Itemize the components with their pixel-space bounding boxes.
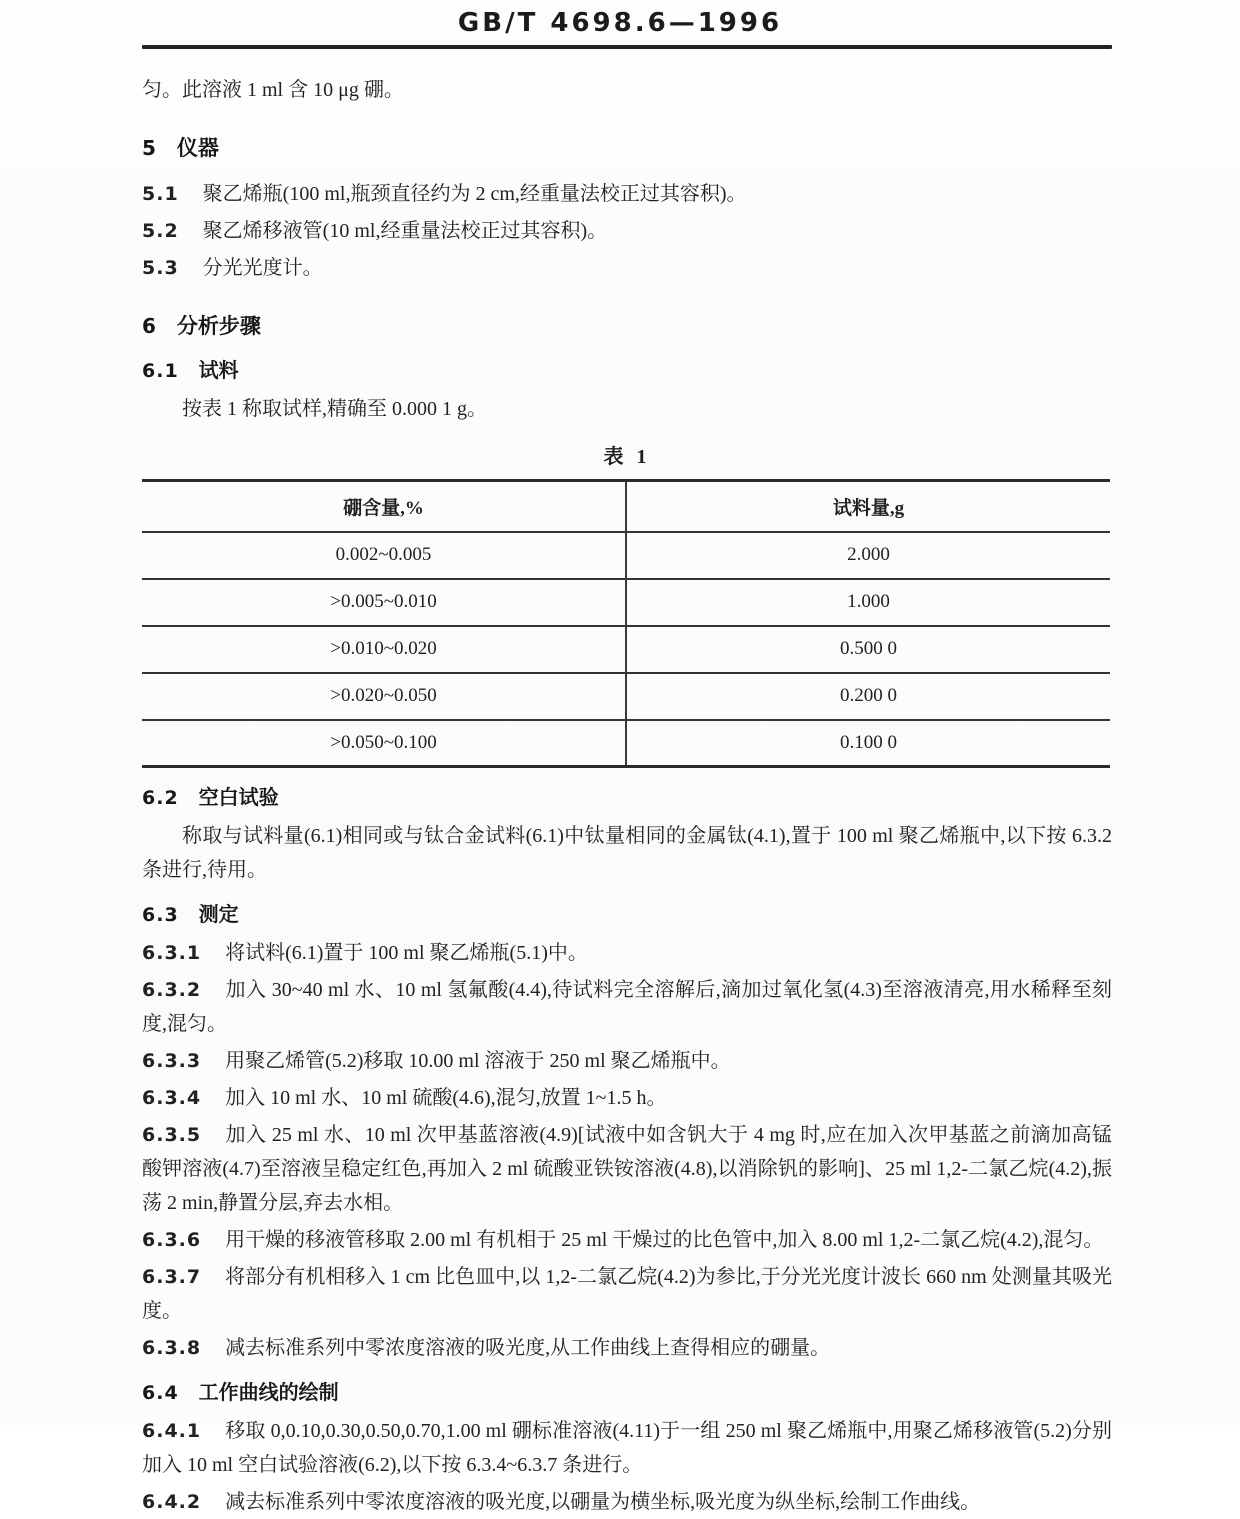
subsection-6-1-body: 按表 1 称取试样,精确至 0.000 1 g。 xyxy=(182,398,487,420)
clause-6-3-5-text: 加入 25 ml 水、10 ml 次甲基蓝溶液(4.9)[试液中如含钒大于 4 mg 时,应在加入次甲基蓝之前滴加高锰酸钾溶液(4.7)至溶液呈稳定红色,再加入 2 ml 硫酸亚铁铵溶液(4.8),以消除钒的影响]、25 ml 1,2-二氯乙烷(4.2),振荡 2 min,静置分层,弃去水相。 xyxy=(142,1124,1112,1214)
cell-sample-mass: 0.100 0 xyxy=(840,731,897,753)
clause-6-3-6-text: 用干燥的移液管移取 2.00 ml 有机相于 25 ml 干燥过的比色管中,加入 8.00 ml 1,2-二氯乙烷(4.2),混匀。 xyxy=(225,1229,1104,1251)
clause-5-2 xyxy=(142,214,1112,248)
clause-6-3-4-number: 6.3.4 xyxy=(142,1087,202,1109)
cell-boron-range: >0.005~0.010 xyxy=(142,579,626,626)
subsection-6-2-number: 6.2 xyxy=(142,787,179,809)
document-body xyxy=(0,49,1240,1519)
subsection-6-1-title: 试料 xyxy=(198,358,239,382)
clause-5-2-text: 聚乙烯移液管(10 ml,经重量法校正过其容积)。 xyxy=(202,220,608,242)
clause-6-3-8 xyxy=(142,1331,1112,1365)
cell-boron-range: >0.010~0.020 xyxy=(142,626,626,673)
cell-sample-mass: 2.000 xyxy=(626,532,1110,579)
clause-6-3-5 xyxy=(142,1118,1112,1220)
clause-6-3-3-number: 6.3.3 xyxy=(142,1050,202,1072)
clause-6-3-1-text: 将试料(6.1)置于 100 ml 聚乙烯瓶(5.1)中。 xyxy=(225,942,588,964)
clause-5-1-text: 聚乙烯瓶(100 ml,瓶颈直径约为 2 cm,经重量法校正过其容积)。 xyxy=(202,183,747,205)
clause-5-3-number: 5.3 xyxy=(142,257,179,279)
section-6-heading xyxy=(142,311,1112,341)
clause-6-3-8-text: 减去标准系列中零浓度溶液的吸光度,从工作曲线上查得相应的硼量。 xyxy=(225,1337,831,1359)
clause-6-3-3-text: 用聚乙烯管(5.2)移取 10.00 ml 溶液于 250 ml 聚乙烯瓶中。 xyxy=(225,1050,731,1072)
clause-6-4-1-number: 6.4.1 xyxy=(142,1420,202,1442)
section-6-number: 6 xyxy=(142,314,157,338)
clause-6-4-2-number: 6.4.2 xyxy=(142,1491,202,1513)
subsection-6-4-heading xyxy=(142,1377,1112,1408)
table-1 xyxy=(142,479,1110,768)
table-row xyxy=(142,720,1110,767)
clause-6-3-1-number: 6.3.1 xyxy=(142,942,202,964)
subsection-6-4-title: 工作曲线的绘制 xyxy=(198,1380,339,1404)
page-header xyxy=(0,0,1240,38)
section-6-title: 分析步骤 xyxy=(176,314,261,338)
cell-boron-range: 0.002~0.005 xyxy=(142,532,626,579)
subsection-6-3-number: 6.3 xyxy=(142,904,179,926)
cell-sample-mass: 0.200 0 xyxy=(626,673,1110,720)
subsection-6-1-number: 6.1 xyxy=(142,360,179,382)
clause-6-3-4 xyxy=(142,1081,1112,1115)
table-row xyxy=(142,673,1110,720)
clause-6-3-7-number: 6.3.7 xyxy=(142,1266,202,1288)
cell-sample-mass: 0.500 0 xyxy=(626,626,1110,673)
clause-6-3-4-text: 加入 10 ml 水、10 ml 硫酸(4.6),混匀,放置 1~1.5 h。 xyxy=(225,1087,667,1109)
table-header-row xyxy=(142,481,1110,532)
cell-boron-range: >0.020~0.050 xyxy=(142,673,626,720)
clause-6-3-6-number: 6.3.6 xyxy=(142,1229,202,1251)
subsection-6-2-title: 空白试验 xyxy=(198,785,279,809)
clause-6-3-6 xyxy=(142,1223,1112,1257)
table-row xyxy=(142,532,1110,579)
table-row xyxy=(142,579,1110,626)
table-row xyxy=(142,626,1110,673)
clause-5-3 xyxy=(142,251,1112,285)
lead-paragraph: 匀。此溶液 1 ml 含 10 μg 硼。 xyxy=(142,79,404,101)
clause-6-3-5-number: 6.3.5 xyxy=(142,1124,202,1146)
subsection-6-1-heading xyxy=(142,355,1112,386)
section-5-heading xyxy=(142,133,1112,163)
clause-6-3-8-number: 6.3.8 xyxy=(142,1337,202,1359)
clause-5-3-text: 分光光度计。 xyxy=(202,257,323,279)
standard-number: GB/T 4698.6—1996 xyxy=(457,8,783,38)
cell-boron-range: >0.050~0.100 xyxy=(142,720,626,767)
clause-5-1-number: 5.1 xyxy=(142,183,179,205)
cell-sample-mass: 1.000 xyxy=(626,579,1110,626)
column-header-sample-mass: 试料量,g xyxy=(626,481,1110,532)
clause-6-4-1 xyxy=(142,1414,1112,1482)
table-caption: 表 1 xyxy=(603,446,651,468)
section-5-title: 仪器 xyxy=(176,136,219,160)
clause-5-1 xyxy=(142,177,1112,211)
clause-5-2-number: 5.2 xyxy=(142,220,179,242)
subsection-6-2-heading xyxy=(142,782,1112,813)
table-1-header xyxy=(142,481,1110,532)
clause-6-4-1-text: 移取 0,0.10,0.30,0.50,0.70,1.00 ml 硼标准溶液(4.11)于一组 250 ml 聚乙烯瓶中,用聚乙烯移液管(5.2)分别加入 10 ml 空白试验溶液(6.2),以下按 6.3.4~6.3.7 条进行。 xyxy=(142,1420,1112,1476)
table-1-body xyxy=(142,532,1110,767)
clause-6-3-7-text: 将部分有机相移入 1 cm 比色皿中,以 1,2-二氯乙烷(4.2)为参比,于分光光度计波长 660 nm 处测量其吸光度。 xyxy=(142,1266,1112,1322)
subsection-6-3-title: 测定 xyxy=(198,902,239,926)
clause-6-3-3 xyxy=(142,1044,1112,1078)
clause-6-3-1 xyxy=(142,936,1112,970)
clause-6-3-2 xyxy=(142,973,1112,1041)
clause-6-4-2-text: 减去标准系列中零浓度溶液的吸光度,以硼量为横坐标,吸光度为纵坐标,绘制工作曲线。 xyxy=(225,1491,981,1513)
clause-6-4-2 xyxy=(142,1485,1112,1519)
subsection-6-4-number: 6.4 xyxy=(142,1382,179,1404)
subsection-6-2-body: 称取与试料量(6.1)相同或与钛合金试料(6.1)中钛量相同的金属钛(4.1),置于 100 ml 聚乙烯瓶中,以下按 6.3.2 条进行,待用。 xyxy=(142,825,1112,881)
clause-6-3-2-number: 6.3.2 xyxy=(142,979,202,1001)
section-5-number: 5 xyxy=(142,136,157,160)
column-header-boron-content: 硼含量,% xyxy=(142,481,626,532)
clause-6-3-2-text: 加入 30~40 ml 水、10 ml 氢氟酸(4.4),待试料完全溶解后,滴加过氧化氢(4.3)至溶液清亮,用水稀释至刻度,混匀。 xyxy=(142,979,1112,1035)
subsection-6-3-heading xyxy=(142,899,1112,930)
clause-6-3-7 xyxy=(142,1260,1112,1328)
